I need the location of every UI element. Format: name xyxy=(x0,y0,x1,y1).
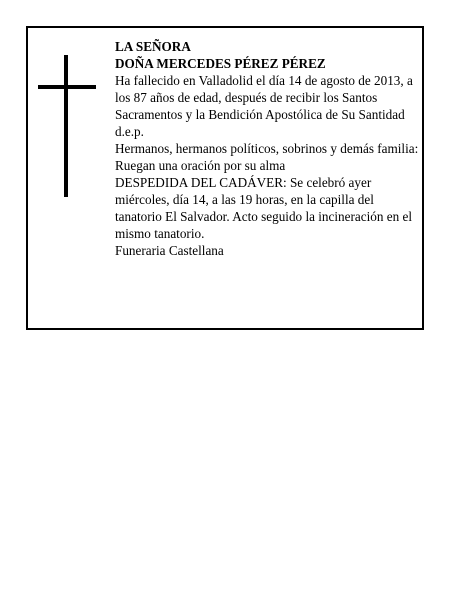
cross-horizontal-bar xyxy=(38,85,96,89)
funeral-home: Funeraria Castellana xyxy=(115,243,224,258)
deceased-name: DOÑA MERCEDES PÉREZ PÉREZ xyxy=(115,56,326,71)
mourners-line: Hermanos, hermanos políticos, sobrinos y demás familia: xyxy=(115,141,419,156)
death-info: Ha fallecido en Valladolid el día 14 de agosto de 2013, a los 87 años de edad, después de recibir los Santos Sacramentos y la Bendición Apostólica de Su Santidad xyxy=(115,73,413,122)
farewell-info: DESPEDIDA DEL CADÁVER: Se celebró ayer miércoles, día 14, a las 19 horas, en la capilla del tanatorio El Salvador. Acto seguido la incineración en el mismo tanatorio. xyxy=(115,175,412,241)
prayer-request: Ruegan una oración por su alma xyxy=(115,158,286,173)
rip-line: d.e.p. xyxy=(115,124,144,139)
obituary-text xyxy=(115,38,420,259)
honorific-line: LA SEÑORA xyxy=(115,39,191,54)
cross-vertical-bar xyxy=(64,55,68,197)
